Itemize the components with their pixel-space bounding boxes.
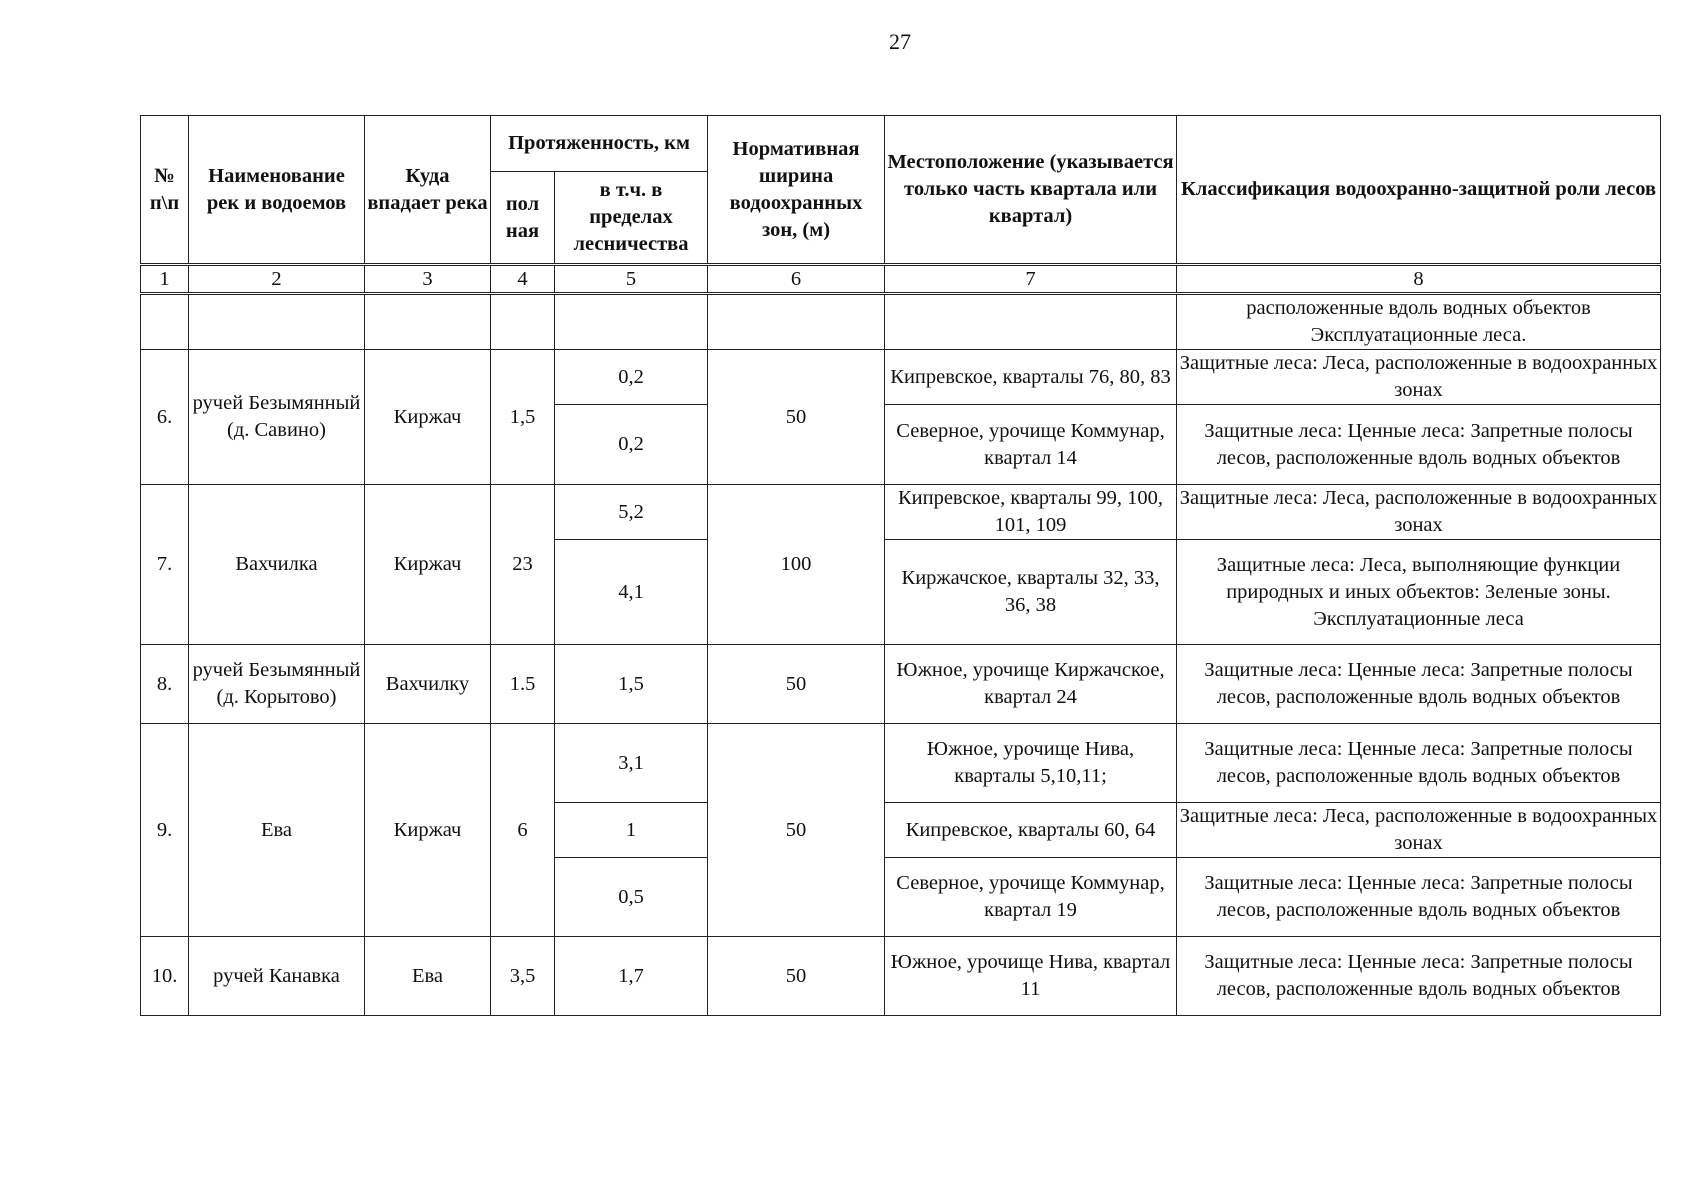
- column-number: 2: [189, 265, 365, 294]
- zone-width: 50: [708, 350, 885, 485]
- column-number: 1: [141, 265, 189, 294]
- empty-cell: [141, 294, 189, 350]
- header-width: Нормативная ширина водоохранных зон, (м): [708, 116, 885, 265]
- classification: Защитные леса: Леса, выполняющие функции природных и иных объектов: Зеленые зоны. Эксплуатационные леса: [1177, 540, 1661, 645]
- flows-into: Киржач: [365, 724, 491, 937]
- header-num: № п\п: [141, 116, 189, 265]
- flows-into: Вахчилку: [365, 645, 491, 724]
- empty-cell: [555, 294, 708, 350]
- length-within: 0,2: [555, 405, 708, 485]
- header-location: Местоположение (указывается только часть квартала или квартал): [885, 116, 1177, 265]
- empty-cell: [365, 294, 491, 350]
- zone-width: 50: [708, 645, 885, 724]
- flows-into: Киржач: [365, 350, 491, 485]
- zone-width: 50: [708, 937, 885, 1016]
- length-within: 1,5: [555, 645, 708, 724]
- column-number: 3: [365, 265, 491, 294]
- length-full: 1,5: [491, 350, 555, 485]
- classification: Защитные леса: Леса, расположенные в водоохранных зонах: [1177, 803, 1661, 858]
- row-number: 8.: [141, 645, 189, 724]
- empty-cell: [885, 294, 1177, 350]
- length-within: 5,2: [555, 485, 708, 540]
- flows-into: Киржач: [365, 485, 491, 645]
- continuation-row: [141, 294, 1661, 350]
- classification: Защитные леса: Леса, расположенные в водоохранных зонах: [1177, 485, 1661, 540]
- classification: Защитные леса: Ценные леса: Запретные полосы лесов, расположенные вдоль водных объектов: [1177, 937, 1661, 1016]
- header-length: Протяженность, км: [491, 116, 708, 172]
- header-classification: Классификация водоохранно-защитной роли лесов: [1177, 116, 1661, 265]
- length-within: 1: [555, 803, 708, 858]
- column-number: 4: [491, 265, 555, 294]
- location: Южное, урочище Нива, кварталы 5,10,11;: [885, 724, 1177, 803]
- header-length-within: в т.ч. в пределах лесничества: [555, 172, 708, 265]
- location: Северное, урочище Коммунар, квартал 14: [885, 405, 1177, 485]
- column-number: 6: [708, 265, 885, 294]
- classification: Защитные леса: Ценные леса: Запретные полосы лесов, расположенные вдоль водных объектов: [1177, 405, 1661, 485]
- row-number: 6.: [141, 350, 189, 485]
- empty-cell: [491, 294, 555, 350]
- river-name: ручей Безымянный (д. Корытово): [189, 645, 365, 724]
- classification: Защитные леса: Ценные леса: Запретные полосы лесов, расположенные вдоль водных объектов: [1177, 858, 1661, 937]
- length-within: 4,1: [555, 540, 708, 645]
- column-number: 7: [885, 265, 1177, 294]
- location: Южное, урочище Киржачское, квартал 24: [885, 645, 1177, 724]
- header-name: Наименование рек и водоемов: [189, 116, 365, 265]
- water-protection-table: [140, 115, 1661, 1016]
- header-flows-into: Куда впадает река: [365, 116, 491, 265]
- flows-into: Ева: [365, 937, 491, 1016]
- zone-width: 100: [708, 485, 885, 645]
- page-number: 27: [889, 29, 911, 54]
- location: Кипревское, кварталы 76, 80, 83: [885, 350, 1177, 405]
- row-number: 10.: [141, 937, 189, 1016]
- length-full: 6: [491, 724, 555, 937]
- row-number: 9.: [141, 724, 189, 937]
- continuation-classification: расположенные вдоль водных объектов Эксплуатационные леса.: [1177, 294, 1661, 350]
- location: Северное, урочище Коммунар, квартал 19: [885, 858, 1177, 937]
- location: Киржачское, кварталы 32, 33, 36, 38: [885, 540, 1177, 645]
- classification: Защитные леса: Леса, расположенные в водоохранных зонах: [1177, 350, 1661, 405]
- location: Кипревское, кварталы 99, 100, 101, 109: [885, 485, 1177, 540]
- location: Южное, урочище Нива, квартал 11: [885, 937, 1177, 1016]
- column-number: 5: [555, 265, 708, 294]
- location: Кипревское, кварталы 60, 64: [885, 803, 1177, 858]
- river-name: Ева: [189, 724, 365, 937]
- length-full: 1.5: [491, 645, 555, 724]
- row-number: 7.: [141, 485, 189, 645]
- table-header: [141, 116, 1661, 265]
- empty-cell: [189, 294, 365, 350]
- table-row: [141, 937, 1661, 1016]
- table-row: [141, 350, 1661, 405]
- classification: Защитные леса: Ценные леса: Запретные полосы лесов, расположенные вдоль водных объектов: [1177, 645, 1661, 724]
- river-name: Вахчилка: [189, 485, 365, 645]
- length-within: 1,7: [555, 937, 708, 1016]
- river-name: ручей Безымянный (д. Савино): [189, 350, 365, 485]
- length-within: 0,2: [555, 350, 708, 405]
- length-full: 3,5: [491, 937, 555, 1016]
- column-number-row: [141, 265, 1661, 294]
- table-body: [141, 265, 1661, 1016]
- header-length-full: пол ная: [491, 172, 555, 265]
- zone-width: 50: [708, 724, 885, 937]
- river-name: ручей Канавка: [189, 937, 365, 1016]
- length-within: 3,1: [555, 724, 708, 803]
- empty-cell: [708, 294, 885, 350]
- table-row: [141, 485, 1661, 540]
- length-full: 23: [491, 485, 555, 645]
- length-within: 0,5: [555, 858, 708, 937]
- table-row: [141, 645, 1661, 724]
- classification: Защитные леса: Ценные леса: Запретные полосы лесов, расположенные вдоль водных объектов: [1177, 724, 1661, 803]
- table-row: [141, 724, 1661, 803]
- column-number: 8: [1177, 265, 1661, 294]
